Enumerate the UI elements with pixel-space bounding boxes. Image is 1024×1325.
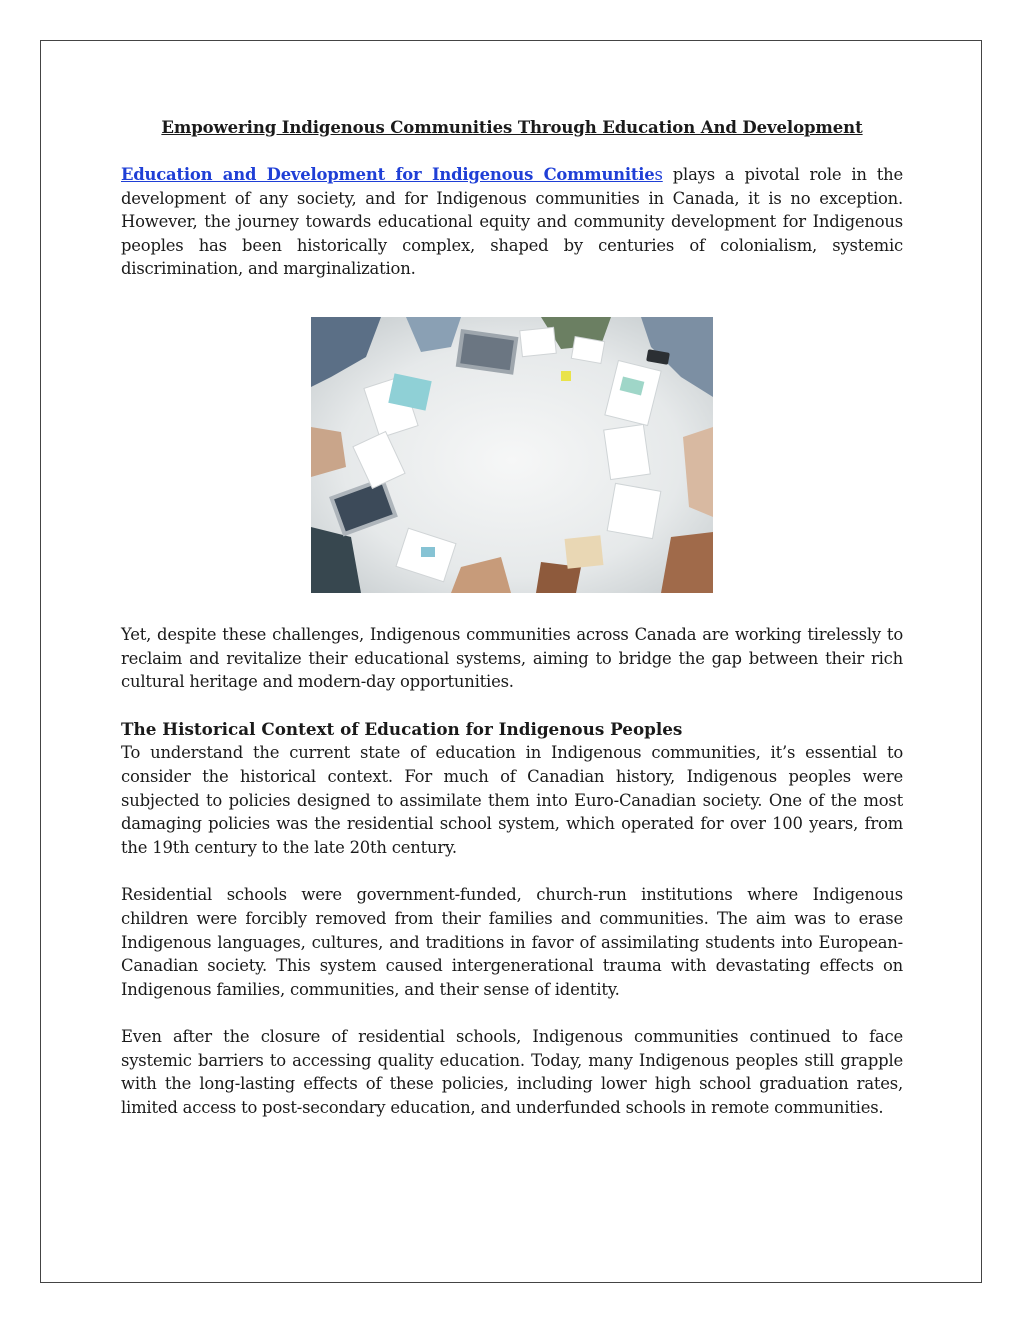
intro-link-tail[interactable]: s (654, 165, 663, 184)
intro-body: plays a pivotal role in the development of any society, and for Indigenous communities in Canada, it is no exception. However, the journey towards educational equity and community development for Indigenous peoples has been historically complex, shaped by centuries of colonialism, systemic discrimination, and marginalization. (121, 165, 903, 279)
section-heading: The Historical Context of Education for Indigenous Peoples (121, 718, 683, 739)
intro-link[interactable]: Education and Development for Indigenous Communitie (121, 165, 655, 184)
section-paragraph-3: Even after the closure of residential schools, Indigenous communities continued to face systemic barriers to accessing quality education. Today, many Indigenous peoples still grapple with the long-lasting effects of these policies, including lower high school graduation rates, limited access to post-secondary education, and underfunded schools in remote communities. (121, 1027, 903, 1118)
document-title: Empowering Indigenous Communities Through Education And Development (161, 118, 863, 137)
section-paragraph-2: Residential schools were government-funded, church-run institutions where Indigenous children were forcibly removed from their families and communities. The aim was to erase Indigenous languages, cultures, and traditions in favor of assimilating students into European-Canadian society. This system caused intergenerational trauma with devastating effects on Indigenous families, communities, and their sense of identity. (121, 885, 903, 999)
article-photo (311, 317, 713, 593)
section-paragraph-1: To understand the current state of education in Indigenous communities, it’s essential to consider the historical context. For much of Canadian history, Indigenous peoples were subjected to policies designed to assimilate them into Euro-Canadian society. One of the most damaging policies was the residential school system, which operated for over 100 years, from the 19th century to the late 20th century. (121, 743, 903, 857)
document-content (121, 118, 903, 1120)
paragraph-after-image: Yet, despite these challenges, Indigenous communities across Canada are working tirelessly to reclaim and revitalize their educational systems, aiming to bridge the gap between their rich cultural heritage and modern-day opportunities. (121, 624, 903, 692)
intro-paragraph (121, 163, 903, 281)
team-meeting-illustration (311, 317, 713, 593)
